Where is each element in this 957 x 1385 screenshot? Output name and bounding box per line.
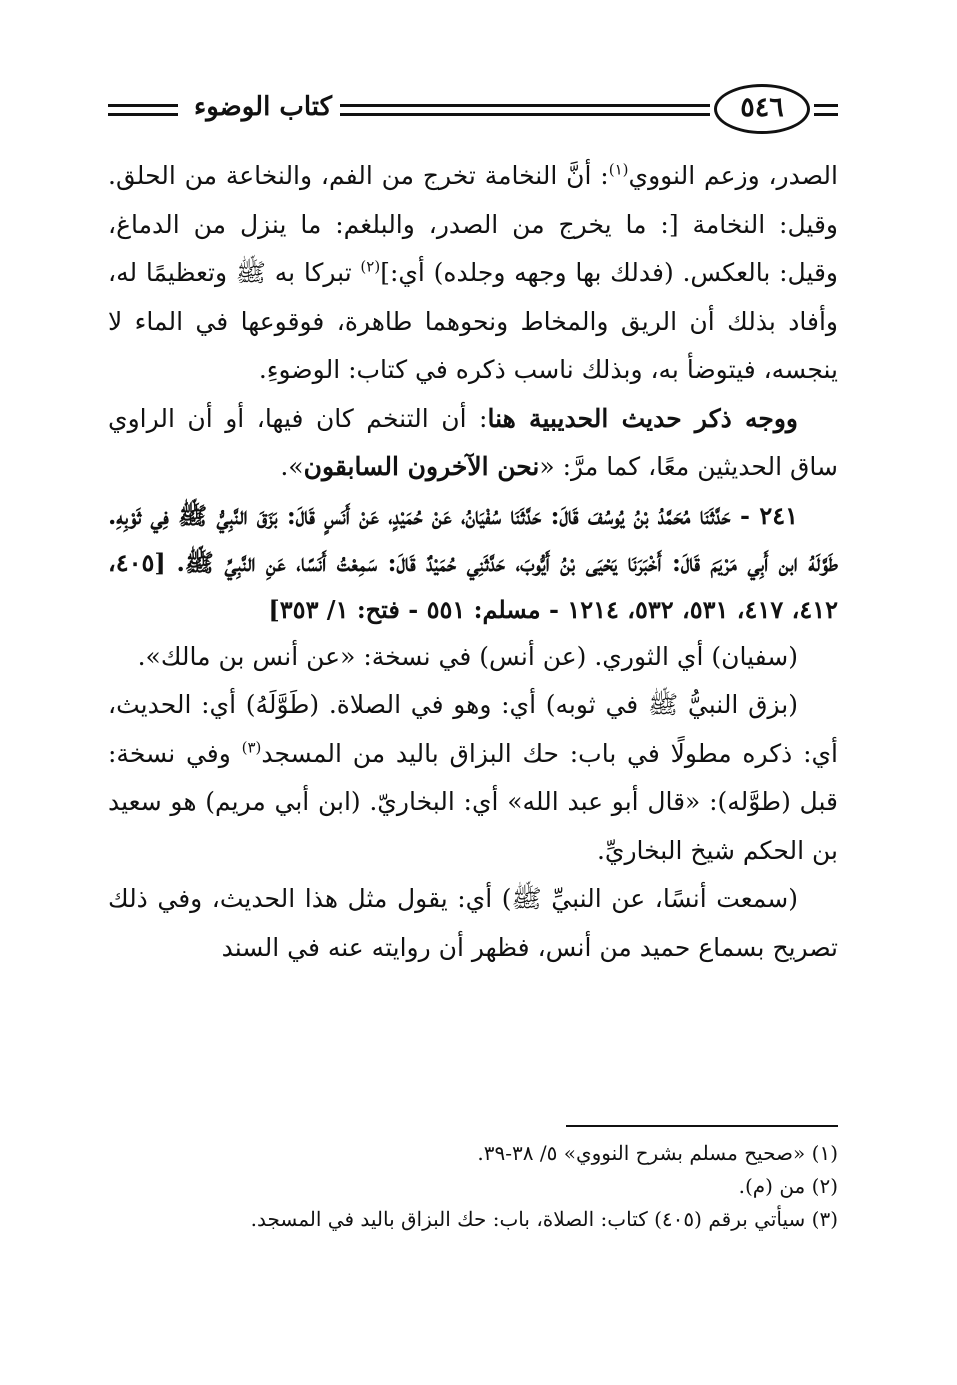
hadith-text: ٢٤١ - حَدَّثَنَا مُحَمَّدُ بْنُ يُوسُفَ قَالَ: حَدَّثَنَا سُفْيَانُ، عَنْ حُمَيْدٍ، عَنْ أَنَسٍ قَالَ: بَزَقَ النَّبِيُّ ﷺ فِي ثَوْبِهِ. طَوَّلَهُ ابن أَبِي مَرْيَمَ قَالَ: أَخْبَرَنَا يَحْيَى بْنُ أَيُّوبَ، حَدَّثَنِي حُمَيْدٌ قَالَ: سَمِعْتُ أَنَسًا، عَنِ النَّبِيِّ ﷺ. [٤٠٥، ٤١٢، ٤١٧، ٥٣١، ٥٣٢، ١٢١٤ - مسلم: ٥٥١ - فتح: ١/ ٣٥٣] <box>108 500 838 624</box>
footnote-3: (٣) سيأتي برقم (٤٠٥) كتاب: الصلاة، باب: حك البزاق باليد في المسجد. <box>250 1207 838 1231</box>
footnote-1: (١) «صحيح مسلم بشرح النووي» ٥/ ٣٨-٣٩. <box>477 1141 838 1165</box>
footnote-2: (٢) من (م). <box>738 1174 838 1198</box>
header-ornament-line <box>814 104 838 116</box>
running-title: كتاب الوضوء <box>194 92 332 122</box>
footnotes <box>108 1137 838 1236</box>
paragraph-commentary-1: الصدر، وزعم النووي$^{(١)}$: أنَّ النخامة تخرج من الفم، والنخاعة من الحلق. وقيل: النخامة [: ما يخرج من الصدر، والبلغم: ما ينزل من الدماغ، وقيل: بالعكس. (فدلك بها وجهه وجلده) أي:]$^{(٢)}$ تبركا به ﷺ وتعظيمًا له، وأفاد بذلك أن الريق والمخاط ونحوهما طاهرة، فوقوعها في الماء لا ينجسه، فيتوضأ به، وبذلك ناسب ذكره في كتاب: الوضوءِ. <box>108 160 838 384</box>
paragraph-commentary-4: (بزق النبيُّ ﷺ في ثوبه) أي: وهو في الصلاة. (طَوَّلَهُ) أي: الحديث، أي: ذكره مطولًا في باب: حك البزاق باليد من المسجد$^{(٣)}$ وفي نسخة: قبل (طوَّله): «قال أبو عبد الله» أي: البخاريّ. (ابن أبي مريم) هو سعيد بن الحكم شيخ البخاريِّ. <box>108 690 839 865</box>
bold-phrase: ووجه ذكر حديث الحديبية هنا <box>487 403 798 433</box>
header-ornament-line <box>108 104 178 116</box>
paragraph-commentary-2: ووجه ذكر حديث الحديبية هنا: أن التنخم كان فيها، أو أن الراوي ساق الحديثين معًا، كما مرَّ: «نحن الآخرون السابقون». <box>108 403 838 481</box>
main-text <box>108 152 838 972</box>
footnote-ref: (١) <box>608 160 629 179</box>
header-ornament-line <box>340 104 710 116</box>
footnote-divider <box>566 1125 838 1127</box>
footnote-ref: (٣) <box>241 738 262 757</box>
page-header <box>108 80 838 140</box>
page-number: ٥٤٦ <box>714 84 810 134</box>
bold-quote: نحن الآخرون السابقون <box>303 452 540 481</box>
footnote-ref: (٢) <box>360 257 381 276</box>
paragraph-commentary-3: (سفيان) أي الثوري. (عن أنس) في نسخة: «عن أنس بن مالك». <box>137 641 798 671</box>
paragraph-commentary-5: (سمعت أنسًا، عن النبيِّ ﷺ) أي: يقول مثل هذا الحديث، وفي ذلك تصريح بسماع حميد من أنس، فظهر أن روايته عنه في السند <box>108 884 838 962</box>
